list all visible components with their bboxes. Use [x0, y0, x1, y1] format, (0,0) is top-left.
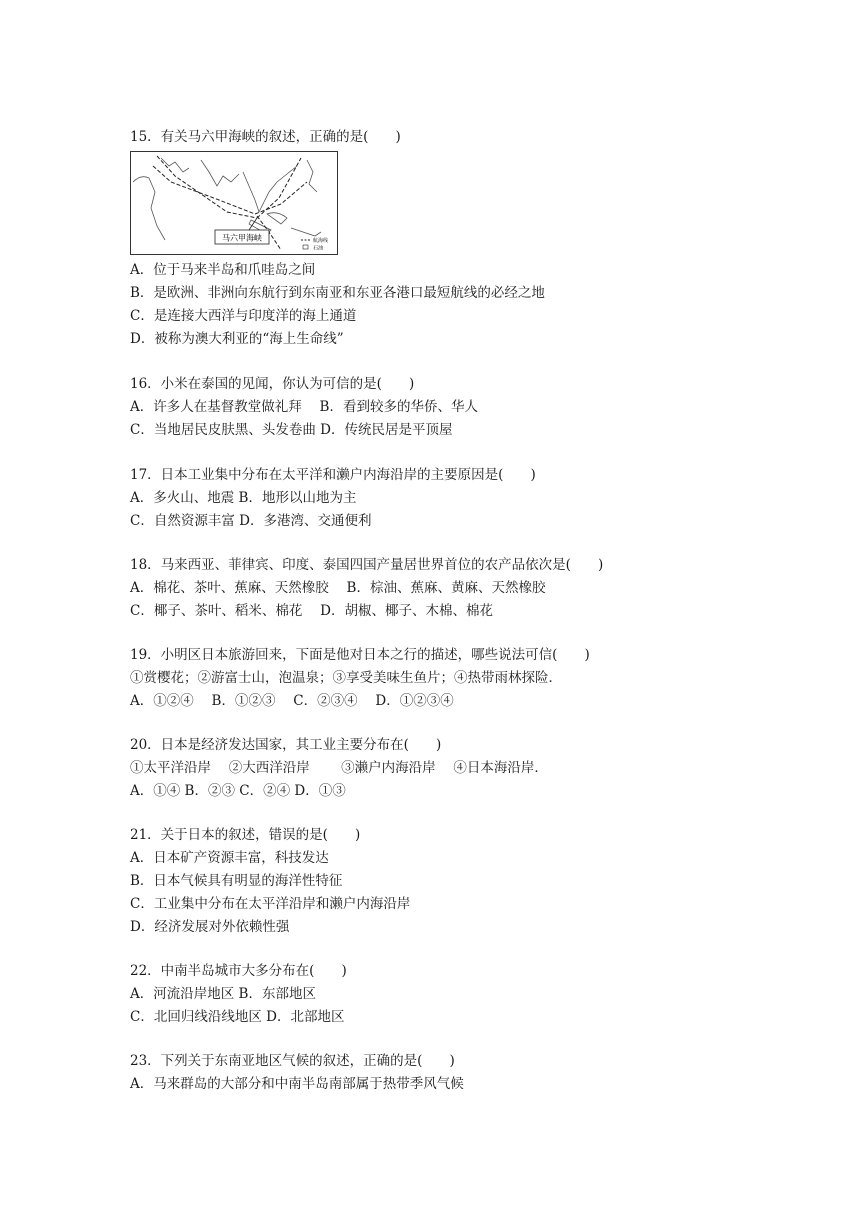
island-newguinea [291, 228, 321, 236]
legend-oil-label: 石油 [313, 245, 324, 252]
question-21 [130, 824, 770, 939]
coastline-india [201, 160, 239, 186]
question-23 [130, 1050, 770, 1096]
option-line: B．日本气候具有明显的海洋性特征 [130, 873, 343, 889]
question-16 [130, 373, 770, 442]
coastline-africa [133, 177, 165, 240]
question-22 [130, 960, 770, 1029]
option-line: A．棉花、茶叶、蕉麻、天然橡胶 B．棕油、蕉麻、黄麻、天然橡胶 [130, 580, 546, 596]
question-stem: 16．小米在泰国的见闻，你认为可信的是( ) [130, 376, 415, 392]
option-line: A．许多人在基督教堂做礼拜 B．看到较多的华侨、华人 [130, 399, 478, 415]
island-borneo [267, 213, 287, 224]
question-stem: 22．中南半岛城市大多分布在( ) [130, 963, 347, 979]
option-line: C．工业集中分布在太平洋沿岸和濑户内海沿岸 [130, 896, 411, 912]
question-stem: 20．日本是经济发达国家，其工业主要分布在( ) [130, 737, 442, 753]
map-svg [131, 152, 337, 254]
question-18 [130, 554, 770, 623]
option-line: B．是欧洲、非洲向东航行到东南亚和东亚各港口最短航线的必经之地 [130, 285, 545, 301]
legend-oil-swatch [303, 245, 308, 249]
strait-label: 马六甲海峡 [222, 233, 262, 243]
coastline-east-asia [307, 160, 317, 192]
option-line: C．是连接大西洋与印度洋的海上通道 [130, 308, 357, 324]
option-line: C．当地居民皮肤黑、头发卷曲 D．传统民居是平顶屋 [130, 422, 453, 438]
option-line: A．①④ B．②③ C．②④ D．①③ [130, 783, 346, 799]
option-line: ①赏樱花；②游富士山，泡温泉；③享受美味生鱼片；④热带雨林探险． [130, 670, 562, 686]
question-15 [130, 126, 770, 351]
option-line: D．被称为澳大利亚的“海上生命线” [130, 331, 344, 347]
option-line: A．日本矿产资源丰富，科技发达 [130, 850, 329, 866]
option-line: C．椰子、茶叶、稻米、棉花 D．胡椒、椰子、木棉、棉花 [130, 603, 493, 619]
question-stem: 23．下列关于东南亚地区气候的叙述，正确的是( ) [130, 1053, 455, 1069]
shipping-route-3 [257, 158, 301, 218]
option-line: A．多火山、地震 B．地形以山地为主 [130, 490, 357, 506]
question-stem: 15．有关马六甲海峡的叙述，正确的是( ) [130, 129, 401, 145]
option-line: A．河流沿岸地区 B．东部地区 [130, 986, 316, 1002]
option-line: C．北回归线沿线地区 D．北部地区 [130, 1009, 345, 1025]
question-20 [130, 734, 770, 803]
option-line: A．位于马来半岛和爪哇岛之间 [130, 262, 316, 278]
question-17 [130, 464, 770, 533]
malacca-strait-map [130, 151, 338, 255]
question-stem: 18．马来西亚、菲律宾、印度、泰国四国产量居世界首位的农产品依次是( ) [130, 557, 604, 573]
legend-route-label: 航海线 [313, 238, 329, 244]
option-line: A．①②④ B．①②③ C．②③④ D．①②③④ [130, 693, 454, 709]
option-line: C．自然资源丰富 D．多港湾、交通便利 [130, 513, 372, 529]
question-stem: 21．关于日本的叙述，错误的是( ) [130, 827, 361, 843]
coastline-indochina [243, 166, 297, 212]
option-line: D．经济发展对外依赖性强 [130, 919, 290, 935]
question-stem: 17．日本工业集中分布在太平洋和濑户内海沿岸的主要原因是( ) [130, 467, 536, 483]
question-stem: 19．小明区日本旅游回来，下面是他对日本之行的描述，哪些说法可信( ) [130, 647, 590, 663]
option-line: ①太平洋沿岸 ②大西洋沿岸 ③濑户内海沿岸 ④日本海沿岸． [130, 760, 548, 776]
option-line: A．马来群岛的大部分和中南半岛南部属于热带季风气候 [130, 1076, 464, 1092]
question-19 [130, 644, 770, 713]
